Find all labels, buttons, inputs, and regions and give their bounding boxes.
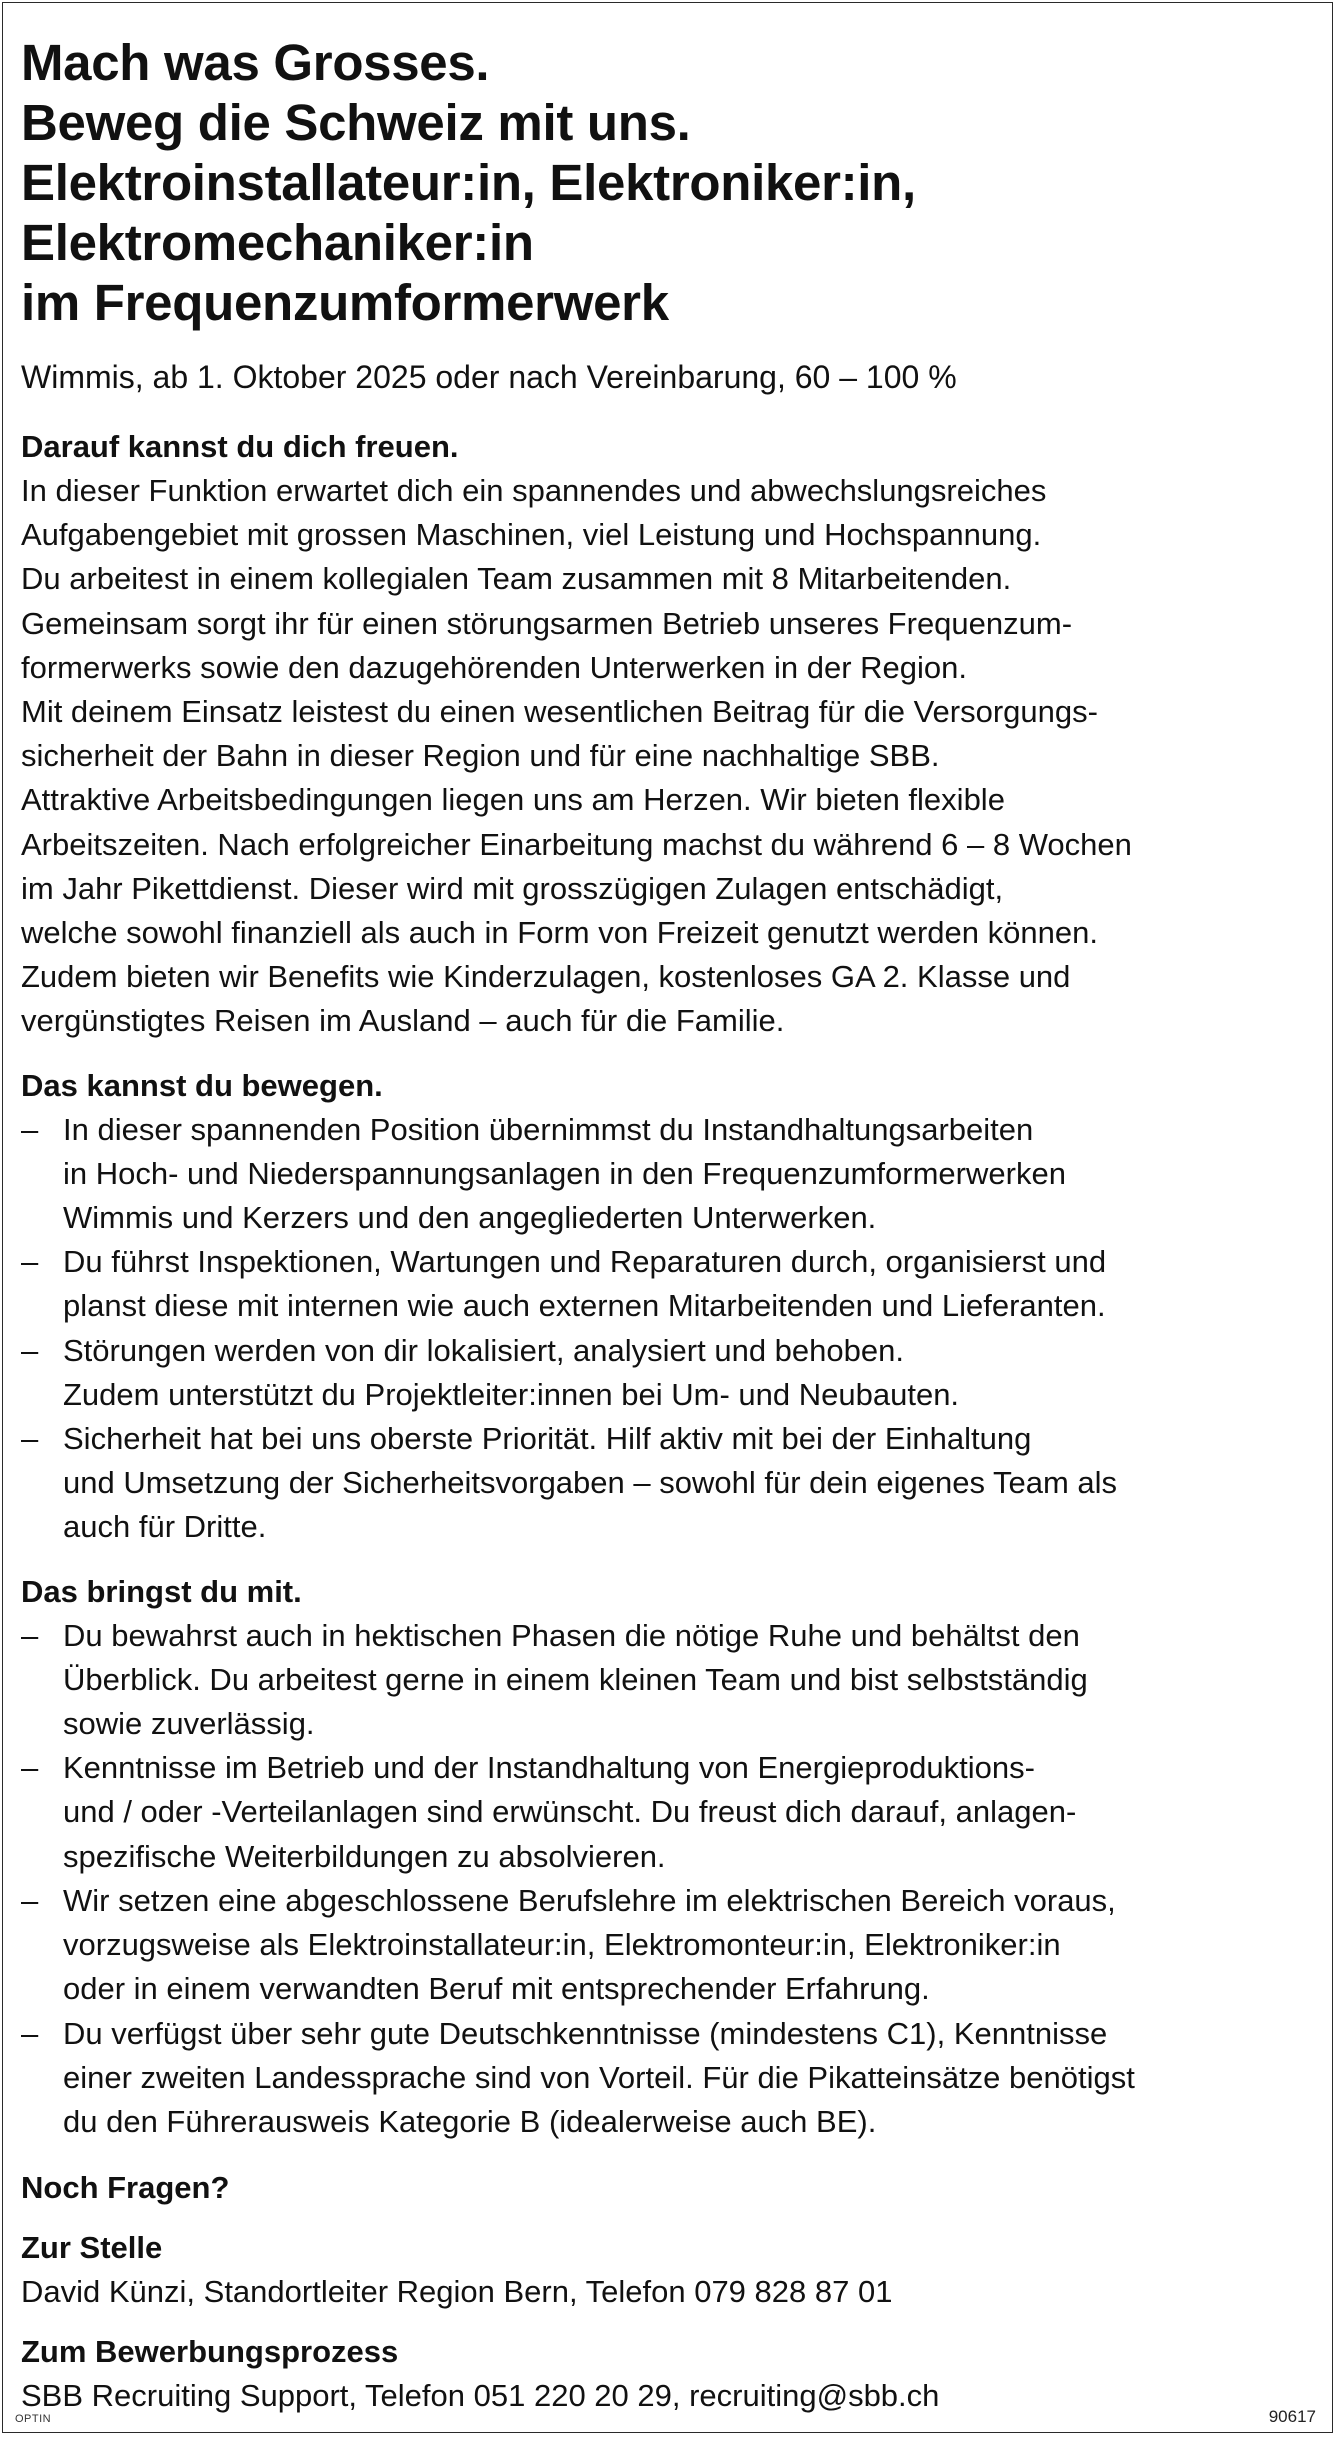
list-item-line: vorzugsweise als Elektroinstallateur:in, Elektromonteur:in, Elektroniker:in: [63, 1927, 1061, 1963]
list-item-line: du den Führerausweis Kategorie B (idealerweise auch BE).: [63, 2103, 877, 2139]
list-item: [21, 1108, 1321, 1241]
process-contact-text: SBB Recruiting Support, Telefon 051 220 20 29, recruiting@sbb.ch: [21, 2378, 940, 2414]
paragraph-line: vergünstigtes Reisen im Ausland – auch für die Familie.: [21, 1003, 785, 1039]
footer-code-left: OPTIN: [15, 2413, 52, 2425]
list-item-line: auch für Dritte.: [63, 1509, 267, 1545]
list-item-line: oder in einem verwandten Beruf mit entsprechender Erfahrung.: [63, 1971, 930, 2007]
list-item-line: Wir setzen eine abgeschlossene Berufslehre im elektrischen Bereich voraus,: [63, 1882, 1116, 1918]
dash-bullet: –: [21, 2015, 39, 2051]
list-item-line: Sicherheit hat bei uns oberste Priorität. Hilf aktiv mit bei der Einhaltung: [63, 1421, 1032, 1457]
list-item: [21, 1240, 1321, 1328]
list-item-line: Du bewahrst auch in hektischen Phasen die nötige Ruhe und behältst den: [63, 1617, 1080, 1653]
job-ad-page: [2, 2, 1333, 2433]
list-item-line: in Hoch- und Niederspannungsanlagen in den Frequenzumformerwerken: [63, 1155, 1066, 1191]
list-item: [21, 1746, 1321, 1879]
list-item-line: Kenntnisse im Betrieb und der Instandhaltung von Energieproduktions-: [63, 1750, 1035, 1786]
list-item-line: In dieser spannenden Position übernimmst du Instandhaltungsarbeiten: [63, 1111, 1034, 1147]
list-item-line: planst diese mit internen wie auch externen Mitarbeitenden und Lieferanten.: [63, 1288, 1106, 1324]
location-date-workload: Wimmis, ab 1. Oktober 2025 oder nach Vereinbarung, 60 – 100 %: [21, 359, 957, 395]
dash-bullet: –: [21, 1421, 39, 1457]
paragraph-line: In dieser Funktion erwartet dich ein spannendes und abwechslungsreiches: [21, 473, 1047, 508]
list-item-line: und Umsetzung der Sicherheitsvorgaben – sowohl für dein eigenes Team als: [63, 1465, 1118, 1501]
paragraph-line: Aufgabengebiet mit grossen Maschinen, viel Leistung und Hochspannung.: [21, 517, 1042, 553]
job-ad-content: [21, 33, 1321, 2418]
dash-bullet: –: [21, 1882, 39, 1918]
list-item-line: Zudem unterstützt du Projektleiter:innen bei Um- und Neubauten.: [63, 1376, 960, 1412]
list-item-line: und / oder -Verteilanlagen sind erwünscht. Du freust dich darauf, anlagen-: [63, 1794, 1077, 1830]
position-contact-heading: Zur Stelle: [21, 2230, 163, 2266]
list-item-line: Du führst Inspektionen, Wartungen und Reparaturen durch, organisierst und: [63, 1244, 1107, 1280]
list-item: [21, 1417, 1321, 1550]
list-item-line: einer zweiten Landessprache sind von Vorteil. Für die Pikatteinsätze benötigst: [63, 2059, 1135, 2095]
paragraph-line: Du arbeitest in einem kollegialen Team zusammen mit 8 Mitarbeitenden.: [21, 561, 1012, 597]
position-contact-text: David Künzi, Standortleiter Region Bern, Telefon 079 828 87 01: [21, 2274, 893, 2310]
list-item: [21, 1614, 1321, 1747]
benefits-heading: Darauf kannst du dich freuen.: [21, 429, 459, 464]
contact-heading: Noch Fragen?: [21, 2170, 230, 2206]
list-item-line: Du verfügst über sehr gute Deutschkenntnisse (mindestens C1), Kenntnisse: [63, 2015, 1108, 2051]
list-item: [21, 1879, 1321, 2012]
dash-bullet: –: [21, 1750, 39, 1786]
paragraph-line: welche sowohl finanziell als auch in Form von Freizeit genutzt werden können.: [21, 915, 1098, 951]
paragraph-line: Arbeitszeiten. Nach erfolgreicher Einarbeitung machst du während 6 – 8 Wochen: [21, 826, 1132, 862]
benefits-paragraph: [21, 469, 1321, 1044]
footer-code-right: 90617: [1268, 2407, 1316, 2426]
paragraph-line: im Jahr Pikettdienst. Dieser wird mit grosszügigen Zulagen entschädigt,: [21, 870, 1004, 906]
requirements-list: [21, 1614, 1321, 2144]
headline-line: Beweg die Schweiz mit uns.: [21, 94, 691, 151]
process-contact-heading: Zum Bewerbungsprozess: [21, 2334, 399, 2370]
dash-bullet: –: [21, 1617, 39, 1653]
paragraph-line: Zudem bieten wir Benefits wie Kinderzulagen, kostenloses GA 2. Klasse und: [21, 959, 1071, 995]
headline-line: Elektromechaniker:in: [21, 214, 534, 271]
list-item-line: Wimmis und Kerzers und den angegliederten Unterwerken.: [63, 1200, 877, 1236]
requirements-heading: Das bringst du mit.: [21, 1573, 302, 1609]
headline-line: im Frequenzumformerwerk: [21, 274, 669, 331]
paragraph-line: Attraktive Arbeitsbedingungen liegen uns am Herzen. Wir bieten flexible: [21, 782, 1005, 818]
dash-bullet: –: [21, 1244, 39, 1280]
tasks-list: [21, 1108, 1321, 1550]
paragraph-line: formerwerks sowie den dazugehörenden Unterwerken in der Region.: [21, 649, 968, 685]
paragraph-line: Gemeinsam sorgt ihr für einen störungsarmen Betrieb unseres Frequenzum-: [21, 605, 1073, 641]
headline: [21, 33, 1321, 333]
dash-bullet: –: [21, 1332, 39, 1368]
tasks-heading: Das kannst du bewegen.: [21, 1067, 383, 1103]
paragraph-line: Mit deinem Einsatz leistest du einen wesentlichen Beitrag für die Versorgungs-: [21, 694, 1098, 730]
headline-line: Elektroinstallateur:in, Elektroniker:in,: [21, 154, 916, 211]
list-item-line: Überblick. Du arbeitest gerne in einem kleinen Team und bist selbstständig: [63, 1661, 1088, 1697]
list-item-line: sowie zuverlässig.: [63, 1706, 315, 1742]
headline-line: Mach was Grosses.: [21, 34, 490, 91]
list-item-line: Störungen werden von dir lokalisiert, analysiert und behoben.: [63, 1332, 904, 1368]
paragraph-line: sicherheit der Bahn in dieser Region und für eine nachhaltige SBB.: [21, 738, 940, 774]
list-item-line: spezifische Weiterbildungen zu absolvieren.: [63, 1838, 666, 1874]
list-item: [21, 2012, 1321, 2145]
list-item: [21, 1329, 1321, 1417]
dash-bullet: –: [21, 1111, 39, 1147]
